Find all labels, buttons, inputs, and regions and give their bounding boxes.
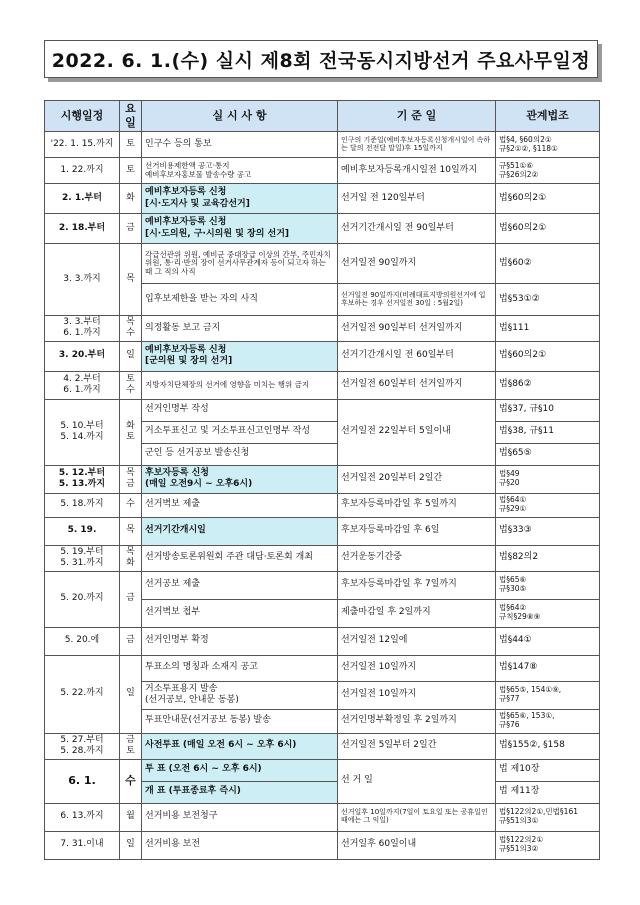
- row-law: 법§33③: [496, 517, 600, 545]
- table-row: [45, 132, 600, 158]
- row-law: 법§60②: [496, 244, 600, 284]
- row-basis: 인구의 기준일(예비후보자등록신청개시일이 속하는 달의 전전달 말일)후 15일까지: [338, 132, 496, 158]
- row-basis: 선거운동기간중: [338, 545, 496, 571]
- row-date: 5. 27.부터 5. 28.까지: [45, 733, 120, 759]
- row-law: 법§49 규§20: [496, 465, 600, 493]
- row-basis: 선거일후 60일이내: [338, 831, 496, 859]
- table-row: [45, 517, 600, 545]
- row-law: 법§64② 규칙§29⑧⑨: [496, 599, 600, 627]
- row-basis: 선거일전 20일부터 2일간: [338, 465, 496, 493]
- row-item: 개 표 (투표종료후 즉시): [142, 781, 338, 803]
- row-item: 거소투표용지 발송 (선거공보, 안내문 동봉): [142, 681, 338, 709]
- row-day: 일: [120, 341, 142, 371]
- row-item: 선거방송토론위원회 주관 대담·토론회 개최: [142, 545, 338, 571]
- page-title: 2022. 6. 1.(수) 실시 제8회 전국동시지방선거 주요사무일정: [44, 40, 598, 78]
- row-day: 월: [120, 803, 142, 831]
- table-row: [45, 655, 600, 681]
- row-day: 목 금: [120, 465, 142, 493]
- row-date: 5. 10.부터 5. 14.까지: [45, 399, 120, 465]
- row-basis: 후보자등록마감일 후 5일까지: [338, 493, 496, 517]
- row-basis: 선거일전 12일에: [338, 627, 496, 655]
- row-item: 입후보제한을 받는 자의 사직: [142, 284, 338, 316]
- row-item: 선거비용 보전청구: [142, 803, 338, 831]
- table-row: [45, 158, 600, 184]
- row-day: 금: [120, 571, 142, 627]
- row-item: 선거비용제한액 공고·통지 예비후보자홍보물 발송수량 공고: [142, 158, 338, 184]
- row-item: 사전투표 (매일 오전 6시 ~ 오후 6시): [142, 733, 338, 759]
- row-basis: 선거일 전 120일부터: [338, 184, 496, 214]
- row-basis: 선거인명부확정일 후 2일까지: [338, 709, 496, 733]
- row-basis: 선거일전 22일부터 5일이내: [338, 399, 496, 465]
- table-row: [45, 831, 600, 859]
- row-day: 수: [120, 759, 142, 803]
- row-item: 인구수 등의 통보: [142, 132, 338, 158]
- row-law: 법§60의2①: [496, 214, 600, 244]
- row-day: 토: [120, 132, 142, 158]
- row-law: 법§86②: [496, 371, 600, 399]
- table-row: [45, 803, 600, 831]
- row-basis: 선거일전 90일까지: [338, 244, 496, 284]
- row-law: 법§122의2①,민법§161 규§51의3①: [496, 803, 600, 831]
- row-law: 법§44①: [496, 627, 600, 655]
- table-row: [45, 733, 600, 759]
- table-row: [45, 759, 600, 781]
- row-basis: 선거일전 60일부터 선거일까지: [338, 371, 496, 399]
- table-row: [45, 493, 600, 517]
- row-law: 규§51①⑥ 규§26의2②: [496, 158, 600, 184]
- row-day: 일: [120, 831, 142, 859]
- row-item: 투표안내문(선거공보 동봉) 발송: [142, 709, 338, 733]
- row-item: 선거공보 제출: [142, 571, 338, 599]
- row-basis: 선거일전 90일부터 선거일까지: [338, 316, 496, 342]
- row-day: 수: [120, 493, 142, 517]
- row-date: 6. 1.: [45, 759, 120, 803]
- row-date: 5. 19.: [45, 517, 120, 545]
- row-day: 일: [120, 655, 142, 733]
- row-law: 법§37, 규§10: [496, 399, 600, 421]
- row-date: 3. 3.까지: [45, 244, 120, 316]
- row-item: 투 표 (오전 6시 ~ 오후 6시): [142, 759, 338, 781]
- row-day: 목 수: [120, 316, 142, 342]
- row-basis: 제출마감일 후 2일까지: [338, 599, 496, 627]
- row-basis: 선거일전 10일까지: [338, 655, 496, 681]
- schedule-table: [44, 100, 600, 860]
- row-basis: 선거일전 90일까지(비례대표지방의원선거에 입후보하는 경우 선거일전 30일 : 5월2일): [338, 284, 496, 316]
- row-day: 목 화: [120, 545, 142, 571]
- row-date: '22. 1. 15.까지: [45, 132, 120, 158]
- row-item: 의정활동 보고 금지: [142, 316, 338, 342]
- row-day: 토 수: [120, 371, 142, 399]
- row-basis: 후보자등록마감일 후 7일까지: [338, 571, 496, 599]
- row-item: 선거인명부 확정: [142, 627, 338, 655]
- header-date: 시행일정: [45, 101, 120, 132]
- row-item: 예비후보자등록 신청 [시·도지사 및 교육감선거]: [142, 184, 338, 214]
- row-item: 군인 등 선거공보 발송신청: [142, 443, 338, 465]
- row-law: 법§111: [496, 316, 600, 342]
- row-law: 법§65⑥ 규§30⑤: [496, 571, 600, 599]
- row-law: 법§38, 규§11: [496, 421, 600, 443]
- table-row: [45, 545, 600, 571]
- row-day: 목: [120, 517, 142, 545]
- table-row: [45, 341, 600, 371]
- row-day: 금 토: [120, 733, 142, 759]
- row-date: 5. 20.에: [45, 627, 120, 655]
- table-row: [45, 571, 600, 599]
- row-law: 법§60의2①: [496, 184, 600, 214]
- row-date: 3. 3.부터 6. 1.까지: [45, 316, 120, 342]
- table-row: [45, 184, 600, 214]
- row-date: 7. 31.이내: [45, 831, 120, 859]
- row-day: 화 토: [120, 399, 142, 465]
- header-day: 요일: [120, 101, 142, 132]
- row-basis: 선 거 일: [338, 759, 496, 803]
- row-day: 토: [120, 158, 142, 184]
- table-row: [45, 316, 600, 342]
- row-law: 법§147⑧: [496, 655, 600, 681]
- row-law: 법§82의2: [496, 545, 600, 571]
- row-law: 법§64① 규§29①: [496, 493, 600, 517]
- row-date: 4. 2.부터 6. 1.까지: [45, 371, 120, 399]
- row-basis: 선거기간개시일 전 90일부터: [338, 214, 496, 244]
- table-row: [45, 399, 600, 421]
- row-date: 5. 19.부터 5. 31.까지: [45, 545, 120, 571]
- row-date: 2. 18.부터: [45, 214, 120, 244]
- row-date: 5. 20.까지: [45, 571, 120, 627]
- row-item: 예비후보자등록 신청 [군의원 및 장의 선거]: [142, 341, 338, 371]
- row-item: 후보자등록 신청 (매일 오전9시 ~ 오후6시): [142, 465, 338, 493]
- row-basis: 선거일후 10일까지(7일이 토요일 또는 공휴일인 때에는 그 익일): [338, 803, 496, 831]
- row-basis: 선거일전 10일까지: [338, 681, 496, 709]
- row-date: 3. 20.부터: [45, 341, 120, 371]
- header-basis: 기 준 일: [338, 101, 496, 132]
- row-law: 법§53①②: [496, 284, 600, 316]
- row-law: 법§60의2①: [496, 341, 600, 371]
- table-row: [45, 627, 600, 655]
- row-law: 법 제10장: [496, 759, 600, 781]
- table-row: [45, 371, 600, 399]
- row-item: 선거기간개시일: [142, 517, 338, 545]
- row-date: 6. 13.까지: [45, 803, 120, 831]
- row-item: 선거비용 보전: [142, 831, 338, 859]
- row-law: 법§122의2① 규§51의3②: [496, 831, 600, 859]
- row-item: 선거인명부 작성: [142, 399, 338, 421]
- row-item: 거소투표신고 및 거소투표신고인명부 작성: [142, 421, 338, 443]
- row-basis: 예비후보자등록개시일전 10일까지: [338, 158, 496, 184]
- row-law: 법§65⑤, 154①⑨, 규§77: [496, 681, 600, 709]
- table-row: [45, 244, 600, 284]
- row-day: 금: [120, 214, 142, 244]
- row-law: 법§155②, §158: [496, 733, 600, 759]
- header-law: 관계법조: [496, 101, 600, 132]
- row-item: 지방자치단체장의 선거에 영향을 미치는 행위 금지: [142, 371, 338, 399]
- row-law: 법§4, §60의2① 규§2①②, §118①: [496, 132, 600, 158]
- row-item: 선거벽보 제출: [142, 493, 338, 517]
- row-basis: 후보자등록마감일 후 6일: [338, 517, 496, 545]
- row-date: 5. 12.부터 5. 13.까지: [45, 465, 120, 493]
- table-row: [45, 465, 600, 493]
- row-basis: 선거일전 5일부터 2일간: [338, 733, 496, 759]
- header-item: 실 시 사 항: [142, 101, 338, 132]
- row-item: 투표소의 명칭과 소재지 공고: [142, 655, 338, 681]
- row-law: 법§65⑤: [496, 443, 600, 465]
- row-basis: 선거기간개시일 전 60일부터: [338, 341, 496, 371]
- table-row: [45, 214, 600, 244]
- row-day: 목: [120, 244, 142, 316]
- row-item: 각급선관위 위원, 예비군 중대장급 이상의 간부, 주민자치위원, 통·리·반의 장이 선거사무관계자 등이 되고자 하는 때 그 직의 사직: [142, 244, 338, 284]
- row-date: 1. 22.까지: [45, 158, 120, 184]
- row-day: 화: [120, 184, 142, 214]
- row-law: 법§65⑥, 153①, 규§76: [496, 709, 600, 733]
- row-date: 2. 1.부터: [45, 184, 120, 214]
- row-item: 선거벽보 첩부: [142, 599, 338, 627]
- table-header-row: [45, 101, 600, 132]
- row-item: 예비후보자등록 신청 [시·도의원, 구·시의원 및 장의 선거]: [142, 214, 338, 244]
- row-date: 5. 22.까지: [45, 655, 120, 733]
- row-date: 5. 18.까지: [45, 493, 120, 517]
- row-day: 금: [120, 627, 142, 655]
- row-law: 법 제11장: [496, 781, 600, 803]
